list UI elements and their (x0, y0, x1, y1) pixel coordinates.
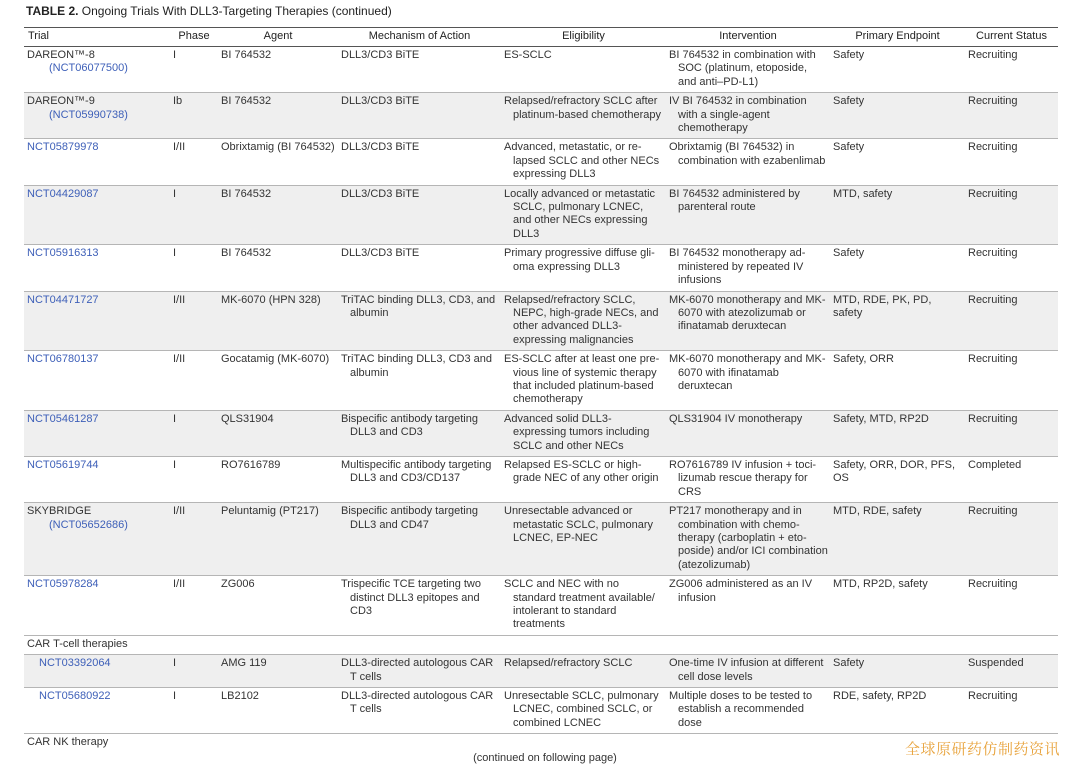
trial-cell (24, 351, 170, 411)
intervention-cell: One-time IV infusion at different cell dose levels (666, 655, 830, 688)
endpoint-cell: MTD, safety (830, 185, 965, 245)
intervention-cell: BI 764532 monotherapy ad-ministered by repeated IV infusions (666, 245, 830, 291)
intervention-cell: PT217 monotherapy and in combination with chemo-therapy (carboplatin + eto-poside) and/or ICI combination (atezolizumab) (666, 503, 830, 576)
phase-cell: I (170, 47, 218, 93)
table-row (24, 93, 1058, 139)
trial-name: DAREON™-8 (27, 49, 95, 61)
intervention-cell: ZG006 administered as an IV infusion (666, 576, 830, 636)
status-cell: Recruiting (965, 688, 1058, 734)
trial-nct-link[interactable]: (NCT05990738) (49, 108, 128, 121)
column-header-phase: Phase (170, 28, 218, 47)
status-cell: Recruiting (965, 93, 1058, 139)
agent-cell: AMG 119 (218, 655, 338, 688)
endpoint-cell: Safety (830, 245, 965, 291)
trial-nct-link[interactable]: NCT05916313 (27, 247, 99, 260)
trials-table (24, 27, 1058, 753)
trial-cell (24, 655, 170, 688)
status-cell: Recruiting (965, 351, 1058, 411)
status-cell: Completed (965, 456, 1058, 502)
eligibility-cell: Unresectable SCLC, pulmonary LCNEC, combined SCLC, or combined LCNEC (501, 688, 666, 734)
agent-cell: RO7616789 (218, 456, 338, 502)
mechanism-cell: DLL3/CD3 BiTE (338, 139, 501, 185)
mechanism-cell: Bispecific antibody targeting DLL3 and CD3 (338, 410, 501, 456)
continued-note: (continued on following page) (473, 752, 617, 764)
trial-cell (24, 291, 170, 351)
mechanism-cell: DLL3/CD3 BiTE (338, 185, 501, 245)
table-row (24, 655, 1058, 688)
trial-nct-link[interactable]: NCT05978284 (27, 578, 99, 591)
eligibility-cell: Primary progressive diffuse gli-oma expressing DLL3 (501, 245, 666, 291)
intervention-cell: MK-6070 monotherapy and MK-6070 with atezolizumab or ifinatamab deruxtecan (666, 291, 830, 351)
table-row (24, 185, 1058, 245)
trial-nct-link[interactable]: NCT06780137 (27, 353, 99, 366)
agent-cell: Peluntamig (PT217) (218, 503, 338, 576)
phase-cell: I/II (170, 351, 218, 411)
column-header-intervention: Intervention (666, 28, 830, 47)
agent-cell: MK-6070 (HPN 328) (218, 291, 338, 351)
table-row (24, 291, 1058, 351)
table-row (24, 139, 1058, 185)
status-cell: Recruiting (965, 139, 1058, 185)
table-body (24, 47, 1058, 753)
endpoint-cell: MTD, RDE, safety (830, 503, 965, 576)
trial-cell (24, 185, 170, 245)
table-label: TABLE 2. (26, 4, 79, 18)
trial-nct-link[interactable]: NCT05680922 (39, 690, 111, 703)
mechanism-cell: DLL3/CD3 BiTE (338, 245, 501, 291)
trial-name: SKYBRIDGE (27, 505, 92, 518)
endpoint-cell: Safety, MTD, RP2D (830, 410, 965, 456)
table-row (24, 576, 1058, 636)
column-header-mechanism: Mechanism of Action (338, 28, 501, 47)
endpoint-cell: Safety (830, 139, 965, 185)
agent-cell: BI 764532 (218, 47, 338, 93)
trial-nct-link[interactable]: (NCT05652686) (49, 518, 128, 531)
eligibility-cell: Advanced, metastatic, or re-lapsed SCLC and other NECs expressing DLL3 (501, 139, 666, 185)
endpoint-cell: Safety (830, 655, 965, 688)
mechanism-cell: DLL3-directed autologous CAR T cells (338, 655, 501, 688)
column-header-trial: Trial (24, 28, 170, 47)
table-row (24, 456, 1058, 502)
eligibility-cell: ES-SCLC after at least one pre-vious line of systemic therapy that included platinum-based chemotherapy (501, 351, 666, 411)
phase-cell: I (170, 185, 218, 245)
endpoint-cell: MTD, RP2D, safety (830, 576, 965, 636)
table-header-row (24, 28, 1058, 47)
table-row (24, 47, 1058, 93)
endpoint-cell: MTD, RDE, PK, PD, safety (830, 291, 965, 351)
table-title: Ongoing Trials With DLL3-Targeting Therapies (continued) (81, 4, 392, 18)
agent-cell: BI 764532 (218, 185, 338, 245)
trial-cell (24, 139, 170, 185)
eligibility-cell: Locally advanced or metastatic SCLC, pulmonary LCNEC, and other NECs expressing DLL3 (501, 185, 666, 245)
endpoint-cell: Safety (830, 47, 965, 93)
trial-cell (24, 503, 170, 576)
trial-nct-link[interactable]: NCT05461287 (27, 412, 99, 425)
mechanism-cell: TriTAC binding DLL3, CD3 and albumin (338, 351, 501, 411)
trial-cell (24, 245, 170, 291)
section-row (24, 635, 1058, 654)
endpoint-cell: Safety, ORR, DOR, PFS, OS (830, 456, 965, 502)
mechanism-cell: Bispecific antibody targeting DLL3 and CD47 (338, 503, 501, 576)
watermark-text: 全球原研药仿制药资讯 (904, 740, 1060, 758)
status-cell: Recruiting (965, 291, 1058, 351)
status-cell: Recruiting (965, 185, 1058, 245)
table-row (24, 410, 1058, 456)
trial-nct-link[interactable]: NCT04471727 (27, 293, 99, 306)
eligibility-cell: Relapsed/refractory SCLC (501, 655, 666, 688)
trial-nct-link[interactable]: (NCT06077500) (49, 62, 128, 75)
agent-cell: QLS31904 (218, 410, 338, 456)
endpoint-cell: Safety, ORR (830, 351, 965, 411)
section-row (24, 734, 1058, 753)
table-caption (26, 4, 392, 18)
trial-cell (24, 456, 170, 502)
intervention-cell: IV BI 764532 in combination with a single-agent chemotherapy (666, 93, 830, 139)
mechanism-cell: DLL3/CD3 BiTE (338, 47, 501, 93)
intervention-cell: Obrixtamig (BI 764532) in combination with ezabenlimab (666, 139, 830, 185)
agent-cell: ZG006 (218, 576, 338, 636)
agent-cell: Gocatamig (MK-6070) (218, 351, 338, 411)
trial-cell (24, 410, 170, 456)
trial-cell (24, 93, 170, 139)
eligibility-cell: Unresectable advanced or metastatic SCLC, pulmonary LCNEC, EP-NEC (501, 503, 666, 576)
intervention-cell: MK-6070 monotherapy and MK-6070 with ifinatamab deruxtecan (666, 351, 830, 411)
phase-cell: I/II (170, 139, 218, 185)
eligibility-cell: Advanced solid DLL3-expressing tumors including SCLC and other NECs (501, 410, 666, 456)
trial-nct-link[interactable]: NCT03392064 (39, 657, 111, 670)
phase-cell: I (170, 655, 218, 688)
eligibility-cell: Relapsed/refractory SCLC, NEPC, high-grade NECs, and other advanced DLL3-expressing malignancies (501, 291, 666, 351)
section-heading-car-t: CAR T-cell therapies (24, 635, 1058, 654)
agent-cell: LB2102 (218, 688, 338, 734)
mechanism-cell: DLL3-directed autologous CAR T cells (338, 688, 501, 734)
table-row (24, 351, 1058, 411)
phase-cell: I/II (170, 576, 218, 636)
status-cell: Recruiting (965, 503, 1058, 576)
mechanism-cell: TriTAC binding DLL3, CD3, and albumin (338, 291, 501, 351)
mechanism-cell: Multispecific antibody targeting DLL3 and CD3/CD137 (338, 456, 501, 502)
intervention-cell: RO7616789 IV infusion + toci-lizumab rescue therapy for CRS (666, 456, 830, 502)
section-heading-car-nk: CAR NK therapy (27, 736, 109, 749)
status-cell: Recruiting (965, 47, 1058, 93)
trial-cell (24, 47, 170, 93)
status-cell: Recruiting (965, 410, 1058, 456)
phase-cell: I (170, 410, 218, 456)
eligibility-cell: Relapsed ES-SCLC or high-grade NEC of any other origin (501, 456, 666, 502)
phase-cell: I (170, 456, 218, 502)
phase-cell: Ib (170, 93, 218, 139)
endpoint-cell: Safety (830, 93, 965, 139)
status-cell: Recruiting (965, 245, 1058, 291)
agent-cell: Obrixtamig (BI 764532) (218, 139, 338, 185)
eligibility-cell: Relapsed/refractory SCLC after platinum-based chemotherapy (501, 93, 666, 139)
table-row (24, 503, 1058, 576)
table-row (24, 688, 1058, 734)
column-header-status: Current Status (965, 28, 1058, 47)
intervention-cell: BI 764532 in combination with SOC (platinum, etoposide, and anti–PD-L1) (666, 47, 830, 93)
agent-cell: BI 764532 (218, 245, 338, 291)
eligibility-cell: SCLC and NEC with no standard treatment available/ intolerant to standard treatments (501, 576, 666, 636)
table-row (24, 245, 1058, 291)
column-header-endpoint: Primary Endpoint (830, 28, 965, 47)
mechanism-cell: Trispecific TCE targeting two distinct DLL3 epitopes and CD3 (338, 576, 501, 636)
status-cell: Recruiting (965, 576, 1058, 636)
status-cell: Suspended (965, 655, 1058, 688)
intervention-cell: Multiple doses to be tested to establish a recommended dose (666, 688, 830, 734)
phase-cell: I/II (170, 503, 218, 576)
trial-nct-link[interactable]: NCT05879978 (27, 141, 99, 154)
trial-name: DAREON™-9 (27, 95, 95, 108)
agent-cell: BI 764532 (218, 93, 338, 139)
trial-nct-link[interactable]: NCT05619744 (27, 458, 99, 471)
trial-nct-link[interactable]: NCT04429087 (27, 187, 99, 200)
mechanism-cell: DLL3/CD3 BiTE (338, 93, 501, 139)
intervention-cell: QLS31904 IV monotherapy (666, 410, 830, 456)
trial-cell (24, 576, 170, 636)
phase-cell: I (170, 245, 218, 291)
intervention-cell: BI 764532 administered by parenteral route (666, 185, 830, 245)
column-header-eligibility: Eligibility (501, 28, 666, 47)
trial-cell (24, 688, 170, 734)
column-header-agent: Agent (218, 28, 338, 47)
eligibility-cell: ES-SCLC (501, 47, 666, 93)
phase-cell: I/II (170, 291, 218, 351)
endpoint-cell: RDE, safety, RP2D (830, 688, 965, 734)
phase-cell: I (170, 688, 218, 734)
